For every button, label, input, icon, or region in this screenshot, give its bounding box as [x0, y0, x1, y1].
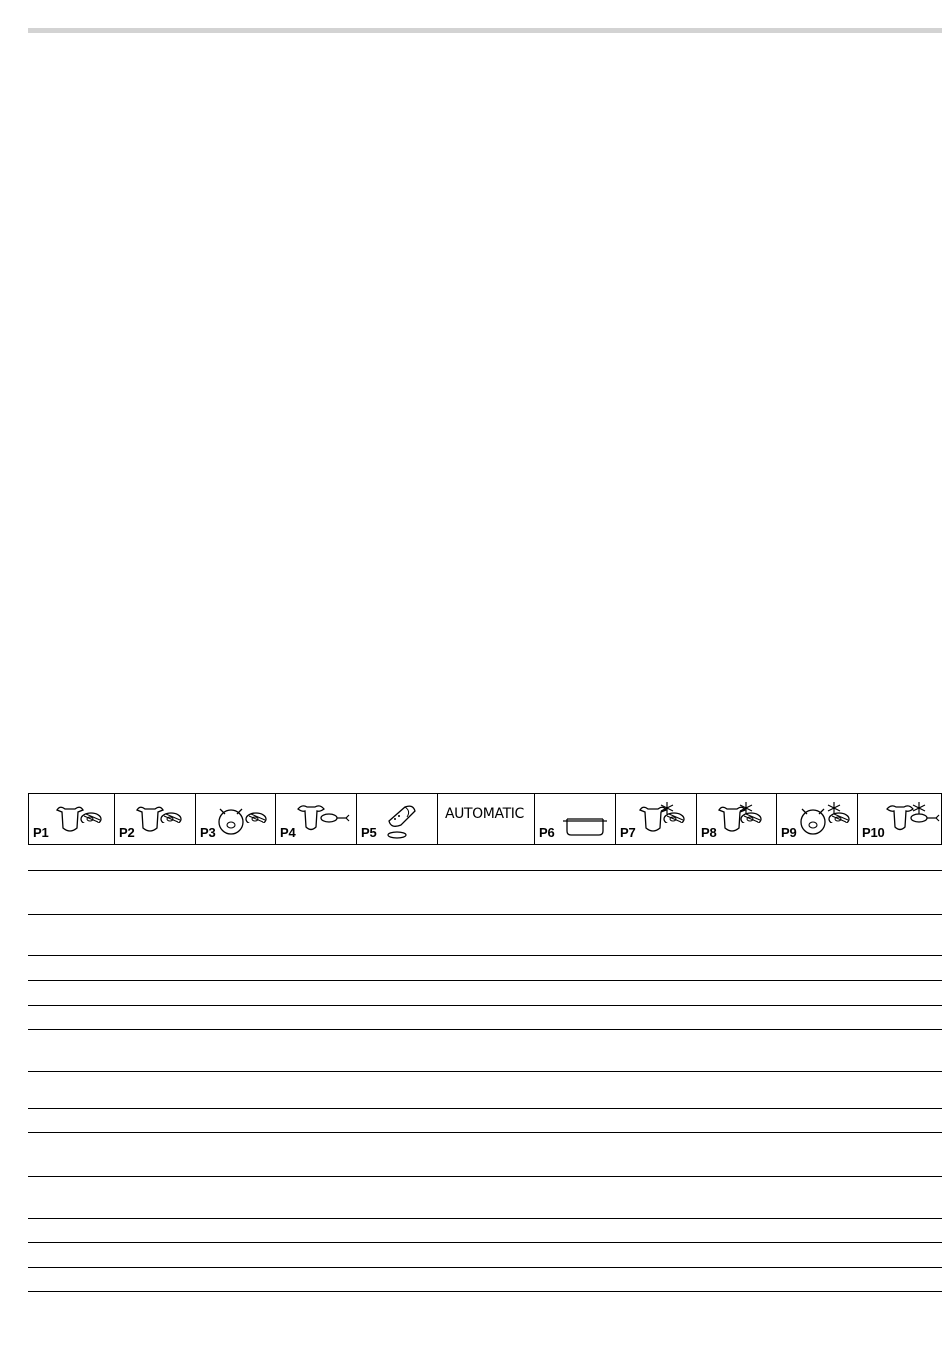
programme-code: P8	[701, 825, 717, 840]
table-row-rule	[28, 1132, 942, 1133]
empty-table	[28, 0, 942, 1370]
programme-code: P7	[620, 825, 636, 840]
programme-code: P1	[33, 825, 49, 840]
programme-code: P3	[200, 825, 216, 840]
table-row-rule	[28, 1218, 942, 1219]
automatic-label: AUTOMATIC	[445, 806, 524, 822]
table-row-rule	[28, 870, 942, 871]
programme-code: P5	[361, 825, 377, 840]
table-row-rule	[28, 1176, 942, 1177]
programme-code: P4	[280, 825, 296, 840]
table-row-rule	[28, 914, 942, 915]
programme-code: P2	[119, 825, 135, 840]
table-row-rule	[28, 1108, 942, 1109]
table-row-rule	[28, 1291, 942, 1292]
programme-code: P9	[781, 825, 797, 840]
programme-code: P10	[862, 825, 885, 840]
table-row-rule	[28, 1005, 942, 1006]
table-row-rule	[28, 1267, 942, 1268]
table-row-rule	[28, 1071, 942, 1072]
table-row-rule	[28, 955, 942, 956]
table-row-rule	[28, 1242, 942, 1243]
table-row-rule	[28, 980, 942, 981]
programme-code: P6	[539, 825, 555, 840]
table-row-rule	[28, 1029, 942, 1030]
